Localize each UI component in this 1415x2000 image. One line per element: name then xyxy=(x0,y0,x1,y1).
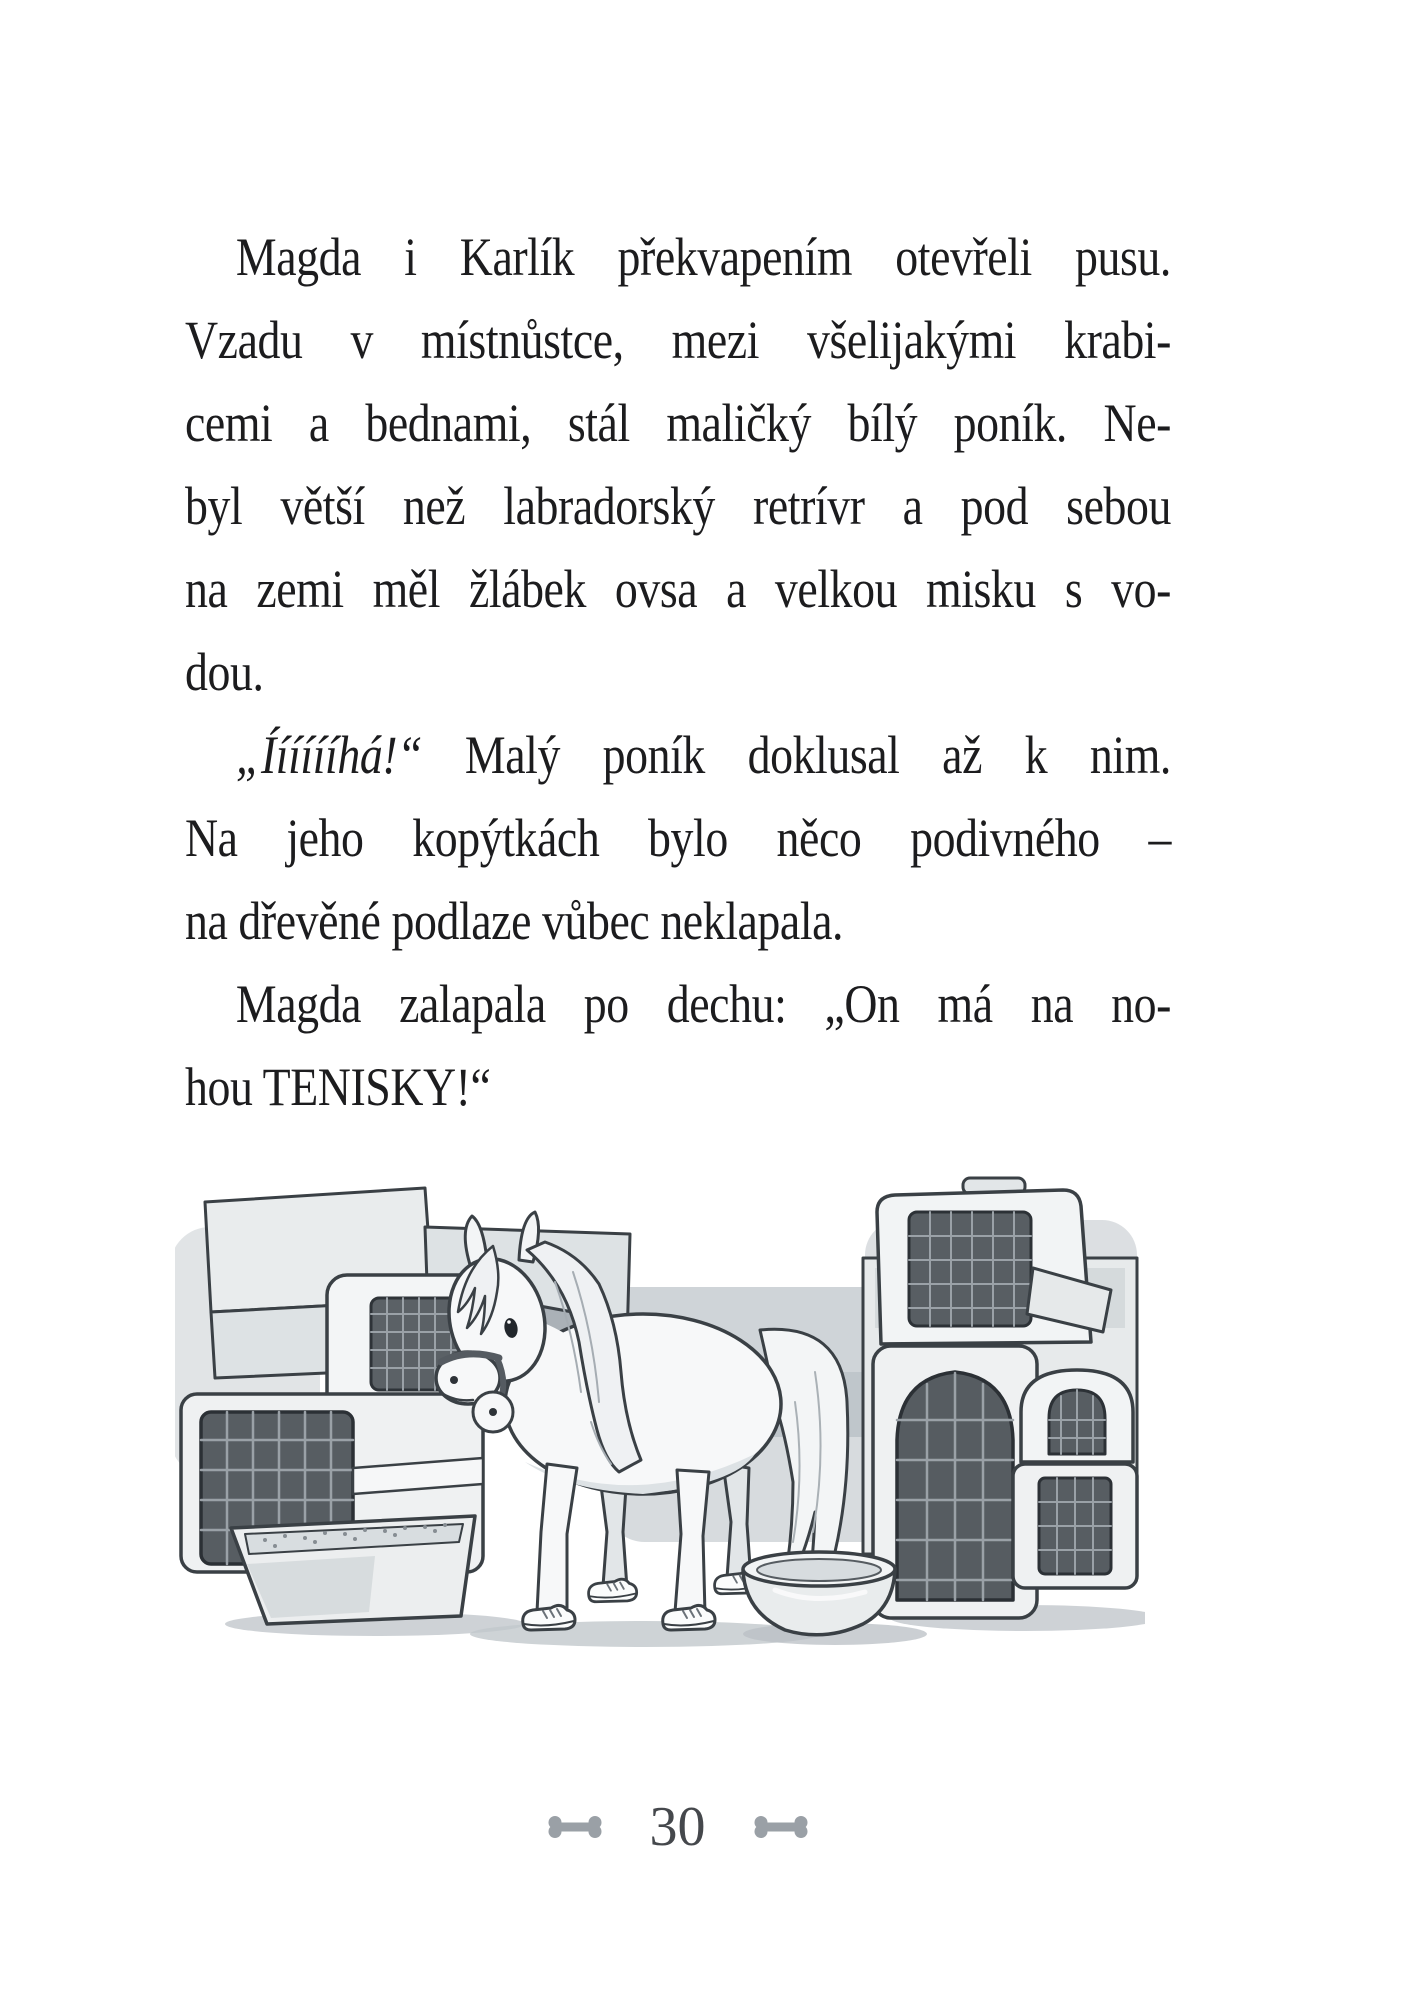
text-line xyxy=(185,714,1171,797)
text-line: Magda zalapala po dechu: „On má na no- xyxy=(235,974,1171,1034)
text-line: dou. xyxy=(185,642,264,702)
pet-carrier-right-arch xyxy=(1021,1370,1133,1462)
bone-icon xyxy=(546,1815,604,1839)
sneaker-front-far xyxy=(589,1579,637,1602)
page-number: 30 xyxy=(649,1796,706,1858)
bone-icon xyxy=(752,1815,810,1839)
pet-carrier-right-bottom xyxy=(1013,1464,1137,1588)
sneaker-hind-near xyxy=(663,1605,715,1630)
text-line-rest: Malý poník doklusal až k nim. xyxy=(422,725,1171,785)
text-line: na dřevěné podlaze vůbec neklapala. xyxy=(185,891,844,951)
text-line: Vzadu v místnůstce, mezi všelijakými krabi- xyxy=(185,310,1171,370)
text-line: cemi a bednami, stál maličký bílý poník. Ne- xyxy=(185,393,1171,453)
story-text xyxy=(185,216,1347,1129)
pony-illustration xyxy=(175,1172,1145,1652)
pet-carrier-right-top xyxy=(877,1178,1111,1344)
neigh-exclamation: „Ííííííhá!“ xyxy=(235,725,423,785)
illustration xyxy=(175,1172,1145,1652)
text-line: byl větší než labradorský retrívr a pod sebou xyxy=(185,476,1171,536)
text-line: hou TENISKY!“ xyxy=(185,1057,491,1117)
sneaker-front-near xyxy=(523,1605,575,1630)
text-line: Magda i Karlík překvapením otevřeli pusu. xyxy=(235,227,1171,287)
page-footer xyxy=(185,1792,1170,1862)
text-line: na zemi měl žlábek ovsa a velkou misku s vo- xyxy=(185,559,1171,619)
text-line: Na jeho kopýtkách bylo něco podivného – xyxy=(185,808,1171,868)
